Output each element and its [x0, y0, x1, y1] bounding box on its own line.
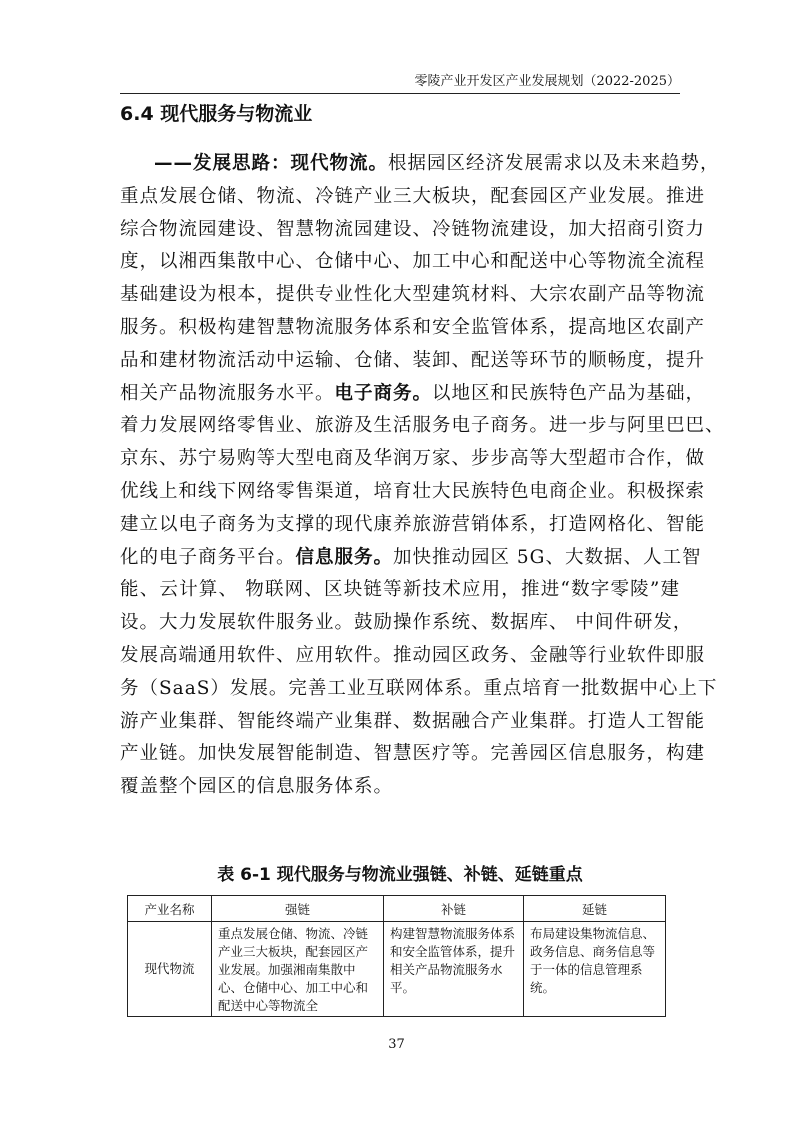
header-extend-chain: 延链 [524, 896, 666, 922]
bold-lead-text: 电子商务。 [334, 382, 433, 404]
cell-supplement-chain: 构建智慧物流服务体系和安全监管体系，提升相关产品物流服务水平。 [384, 922, 524, 1017]
running-header [120, 70, 680, 94]
paragraph-text: 着力发展网络零售业、旅游及生活服务电子商务。进一步与阿里巴巴、 [120, 415, 725, 437]
paragraph-line [120, 181, 706, 214]
paragraph-text: 游产业集群、智能终端产业集群、数据融合产业集群。打造人工智能 [120, 710, 706, 732]
paragraph-text: 基础建设为根本，提供专业性化大型建筑材料、大宗农副产品等物流 [120, 284, 706, 306]
paragraph-line [120, 738, 706, 771]
cell-strong-chain [212, 922, 384, 1017]
section-title: 6.4 现代服务与物流业 [120, 103, 313, 125]
paragraph-line [120, 410, 725, 443]
running-title: 零陵产业开发区产业发展规划（2022-2025） [414, 74, 680, 89]
paragraph-text: 以地区和民族特色产品为基础， [432, 382, 706, 404]
bold-lead-text: ——发展思路：现代物流。 [154, 153, 389, 174]
paragraph-text: 能、云计算、 物联网、区块链等新技术应用，推进“数字零陵”建 [120, 579, 680, 601]
paragraph-line [120, 312, 706, 345]
page-number: 37 [388, 1037, 405, 1052]
paragraph-line [120, 443, 706, 476]
paragraph-text: 品和建材物流活动中运输、仓储、装卸、配送等环节的顺畅度，提升 [120, 349, 706, 371]
bold-lead-text: 信息服务。 [295, 546, 394, 568]
paragraph-text: 产业链。加快发展智能制造、智慧医疗等。完善园区信息服务，构建 [120, 743, 706, 765]
paragraph-text: 发展高端通用软件、应用软件。推动园区政务、金融等行业软件即服 [120, 644, 706, 666]
paragraph-line [120, 574, 680, 607]
paragraph-text: 京东、苏宁易购等大型电商及华润万家、步步高等大型超市合作，做 [120, 448, 706, 470]
cell-strong-chain-text: 重点发展仓储、物流、冷链产业三大板块，配套园区产业发展。加强湘南集散中心、仓储中心、加工中心和配送中心等物流全 [218, 926, 369, 1013]
paragraph-line [120, 640, 706, 673]
table-header-row [128, 896, 666, 922]
paragraph-text: 根据园区经济发展需求以及未来趋势， [388, 153, 720, 174]
cell-industry-name: 现代物流 [128, 922, 212, 1017]
body-paragraph [120, 148, 725, 804]
paragraph-line [120, 542, 702, 575]
paragraph-line [120, 214, 706, 247]
paragraph-line [120, 706, 706, 739]
paragraph-text: 设。大力发展软件服务业。鼓励操作系统、数据库、 中间件研发， [120, 612, 693, 634]
paragraph-text: 加快推动园区 5G、大数据、人工智 [393, 546, 702, 568]
paragraph-text: 务（SaaS）发展。完善工业互联网体系。重点培育一批数据中心上下 [120, 677, 718, 699]
paragraph-line [120, 476, 706, 509]
paragraph-text: 建立以电子商务为支撑的现代康养旅游营销体系，打造网格化、智能 [120, 513, 706, 535]
paragraph-text: 相关产品物流服务水平。 [120, 382, 335, 404]
table-title: 表 6-1 现代服务与物流业强链、补链、延链重点 [217, 865, 583, 885]
header-supplement-chain: 补链 [384, 896, 524, 922]
paragraph-line [120, 148, 720, 181]
paragraph-line [120, 345, 706, 378]
paragraph-text: 覆盖整个园区的信息服务体系。 [120, 776, 394, 798]
paragraph-text: 化的电子商务平台。 [120, 546, 296, 568]
paragraph-text: 服务。积极构建智慧物流服务体系和安全监管体系，提高地区农副产 [120, 316, 706, 338]
paragraph-text: 重点发展仓储、物流、冷链产业三大板块，配套园区产业发展。推进 [120, 185, 706, 207]
paragraph-line [120, 378, 706, 411]
header-industry-name: 产业名称 [128, 896, 212, 922]
paragraph-line [120, 771, 680, 804]
cell-extend-chain: 布局建设集物流信息、政务信息、商务信息等于一体的信息管理系统。 [524, 922, 666, 1017]
header-strong-chain: 强链 [212, 896, 384, 922]
paragraph-line [120, 607, 693, 640]
table-row [128, 922, 666, 1017]
paragraph-line [120, 509, 706, 542]
paragraph-line [120, 673, 718, 706]
paragraph-text: 优线上和线下网络零售渠道，培育壮大民族特色电商企业。积极探索 [120, 480, 706, 502]
paragraph-text: 综合物流园建设、智慧物流园建设、冷链物流建设，加大招商引资力 [120, 218, 706, 240]
paragraph-text: 度，以湘西集散中心、仓储中心、加工中心和配送中心等物流全流程 [120, 251, 706, 273]
paragraph-line [120, 246, 706, 279]
industry-chain-table [127, 895, 666, 1017]
paragraph-line [120, 279, 706, 312]
